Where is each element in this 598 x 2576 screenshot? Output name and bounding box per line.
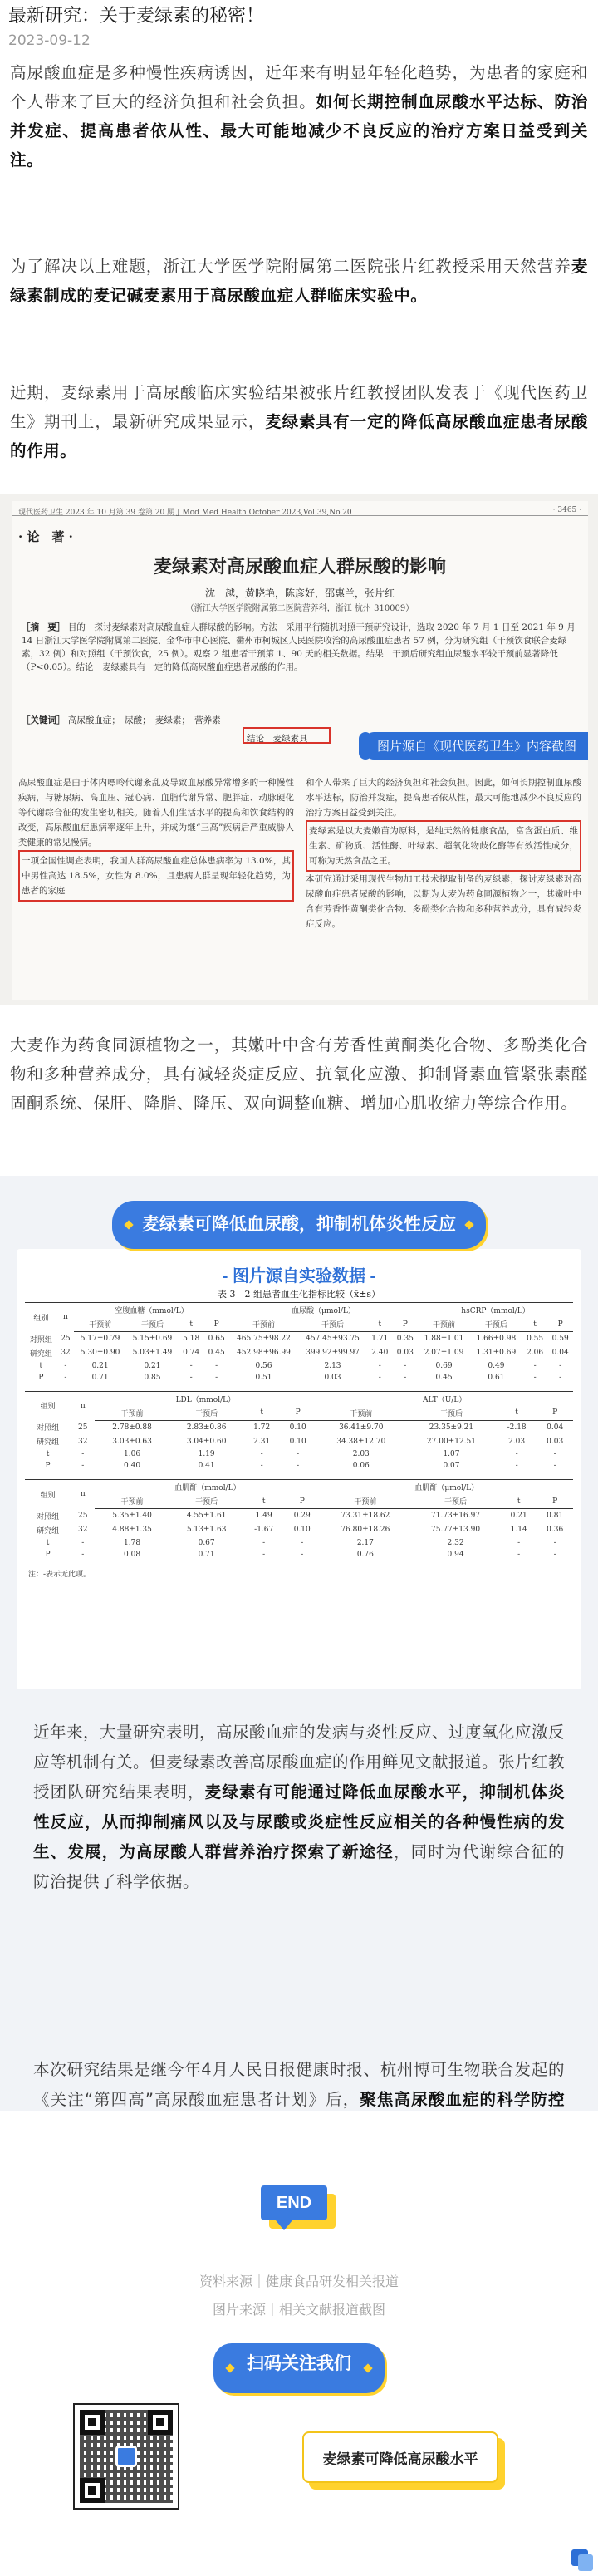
table-header-after: 干预后 xyxy=(406,1406,497,1421)
table-header-after: 干预后 xyxy=(169,1494,244,1509)
table-cell: 1.07 xyxy=(443,1450,460,1458)
table-row xyxy=(25,1434,573,1448)
table-cell: 0.08 xyxy=(95,1549,169,1561)
table-row xyxy=(25,1332,573,1346)
table-cell: 0.71 xyxy=(169,1549,244,1561)
table-cell: - xyxy=(57,1372,74,1384)
table-cell: 对照组 xyxy=(37,1512,60,1522)
lab-table-block xyxy=(25,1479,573,1561)
table-cell: - xyxy=(71,1549,95,1561)
table-row xyxy=(25,1420,573,1434)
table-cell: - xyxy=(64,1361,67,1370)
table-cell: - xyxy=(559,1361,562,1370)
table-cell: 0.03 xyxy=(396,1349,414,1357)
table-cell: - xyxy=(404,1361,407,1370)
table-cell: P xyxy=(25,1549,71,1561)
table-header-before: 干预前 xyxy=(418,1317,470,1332)
table-cell: 对照组 xyxy=(37,1424,60,1433)
table-cell: - xyxy=(81,1450,85,1458)
table-cell: 0.71 xyxy=(74,1372,126,1384)
qr-finder xyxy=(80,2478,105,2503)
table-cell: 34.38±12.70 xyxy=(336,1437,386,1446)
table-header-metric: 血肌酐（mmol/L） xyxy=(95,1480,320,1495)
table-cell: - xyxy=(537,1460,573,1472)
table-cell: 1.49 xyxy=(255,1512,272,1521)
table-cell: 0.10 xyxy=(289,1423,306,1432)
table-row xyxy=(25,1346,573,1360)
table-header-before: 干预前 xyxy=(95,1406,169,1421)
table-cell: - xyxy=(522,1372,548,1384)
table-cell: 457.45±93.75 xyxy=(306,1335,360,1344)
table-cell: 1.66±0.98 xyxy=(476,1335,517,1344)
table-cell: 0.10 xyxy=(289,1437,306,1446)
table-cell: 0.61 xyxy=(470,1372,522,1384)
table-header-p: P xyxy=(547,1317,573,1332)
table-cell: 0.67 xyxy=(198,1538,215,1547)
table-row xyxy=(25,1549,573,1561)
table-cell: 25 xyxy=(77,1512,88,1520)
table-cell: 452.98±96.99 xyxy=(237,1349,291,1357)
table-cell: - xyxy=(71,1460,95,1472)
table-header-after: 干预后 xyxy=(470,1317,522,1332)
table-header-before: 干预前 xyxy=(229,1317,298,1332)
table-cell: 2.17 xyxy=(356,1538,374,1547)
table-cell: 0.07 xyxy=(406,1460,497,1472)
table-note: 注：-表示无此项。 xyxy=(28,1570,91,1579)
qr-row xyxy=(0,2393,598,2543)
table-header-metric: hsCRP（mmol/L） xyxy=(418,1303,573,1318)
table-cell: 32 xyxy=(61,1349,71,1357)
table-cell: t xyxy=(39,1361,43,1370)
table-cell: 2.13 xyxy=(324,1361,341,1370)
table-cell: 0.65 xyxy=(208,1335,225,1344)
table-cell: P xyxy=(25,1460,71,1472)
barley-paragraph: 大麦作为药食同源植物之一，其嫩叶中含有芳香性黄酮类化合物、多酚类化合物和多种营养成分，具有减轻炎症反应、抗氧化应激、抑制肾素血管紧张素醛固酮系统、保肝、降脂、降压、双向调整血糖、增加心肌收缩力等综合作用。 xyxy=(10,1035,588,1113)
table-cell: - xyxy=(301,1538,304,1547)
table-cell: 2.06 xyxy=(527,1349,544,1357)
table-header-t: t xyxy=(179,1317,204,1332)
table-cell: 5.13±1.63 xyxy=(186,1526,227,1534)
table-header-before: 干预前 xyxy=(74,1317,126,1332)
table-header-t: t xyxy=(501,1494,537,1509)
table-header-after: 干预后 xyxy=(169,1406,244,1421)
table-cell: 5.30±0.90 xyxy=(80,1349,120,1357)
table-cell: -1.67 xyxy=(254,1526,274,1534)
table-cell: 27.00±12.51 xyxy=(426,1437,476,1446)
table-cell: - xyxy=(393,1372,419,1384)
table-cell: 0.59 xyxy=(551,1335,569,1344)
table-cell: 25 xyxy=(61,1335,71,1343)
lab-table-block xyxy=(25,1302,573,1384)
table-cell: - xyxy=(378,1361,381,1370)
table-cell: 399.92±99.97 xyxy=(306,1349,360,1357)
results-text: 近年来，大量研究表明，高尿酸血症的发病与炎性反应、过度氧化应激反应等机制有关。但麦绿素改善高尿酸血症的作用鲜见文献报道。张片红教授团队研究结果表明， xyxy=(33,1723,566,1802)
table-header-metric: 血肌酐（μmol/L） xyxy=(321,1480,574,1495)
table-cell: 1.19 xyxy=(198,1450,215,1458)
table-cell: - xyxy=(297,1450,300,1458)
table-cell: 4.88±1.35 xyxy=(112,1526,152,1534)
footer xyxy=(0,2111,598,2576)
article-title: 最新研究：关于麦绿素的秘密！ xyxy=(8,6,265,27)
intro-text: 高尿酸血症是多种慢性疾病诱因，近年来有明显年轻化趋势，为患者的家庭和个人带来了巨大的经济负担和社会负担。 xyxy=(10,63,588,111)
table-cell: 0.21 xyxy=(91,1361,109,1370)
data-card xyxy=(17,1249,581,1689)
table-cell: 5.18 xyxy=(183,1335,200,1344)
paper-col-text: 高尿酸血症是由于体内嘌呤代谢紊乱及导致血尿酸异常增多的一种慢性疾病，与糖尿病、高血压、冠心病、血脂代谢异常、肥胖症、动脉硬化等代谢综合征的发生密切相关。随着人们生活水平的提高和饮食结构的改变，高尿酸血症患病率逐年上升，并成为继“三高”疾病后严重威胁人类健康的常见慢病。 xyxy=(18,778,294,848)
table-cell: - xyxy=(537,1549,573,1561)
table-cell: 0.55 xyxy=(527,1335,544,1344)
table-header-p: P xyxy=(393,1317,419,1332)
table-cell: 36.41±9.70 xyxy=(339,1423,384,1432)
paper-screenshot xyxy=(0,494,598,1005)
paper-caption-badge: 图片源自《现代医药卫生》内容截图 xyxy=(365,732,588,760)
section-heading: 麦绿素可降低血尿酸，抑制机体炎性反应 xyxy=(142,1215,456,1234)
section-heading-pill xyxy=(112,1201,486,1249)
results-highlight: 聚焦高尿酸血症的科学防控 xyxy=(360,2090,565,2109)
references xyxy=(0,2269,598,2343)
keywords-text: 高尿酸血症； 尿酸； 麦绿素； 营养素 xyxy=(67,715,221,725)
table-row xyxy=(25,1448,573,1460)
data-source-label: - 图片源自实验数据 - xyxy=(222,1267,376,1286)
table-cell: -2.18 xyxy=(507,1423,527,1432)
table-header-after: 干预后 xyxy=(410,1494,501,1509)
table-header-group: 组别 xyxy=(25,1303,57,1332)
diamond-icon xyxy=(464,1220,473,1229)
table-header-t: t xyxy=(522,1317,548,1332)
section-heading-wrap xyxy=(17,1189,581,1249)
table-row xyxy=(25,1523,573,1537)
table-header-t: t xyxy=(497,1406,537,1421)
table-cell: - xyxy=(517,1538,521,1547)
table-cell: 2.83±0.86 xyxy=(186,1423,227,1432)
results-highlight: 麦绿素有可能通过降低血尿酸水平，抑制机体炎性反应，从而抑制痛风以及与尿酸或炎症性反应相关的各种慢性病的发生、发展，为高尿酸人群营养治疗探索了新途径 xyxy=(33,1782,565,1861)
intro-paragraph-1 xyxy=(0,58,598,212)
notice-card xyxy=(302,2431,505,2490)
table-header-p: P xyxy=(280,1406,316,1421)
paper-column-left xyxy=(18,775,294,991)
table-cell: 2.03 xyxy=(352,1450,370,1458)
table-header-t: t xyxy=(367,1317,393,1332)
table-header-t: t xyxy=(243,1406,280,1421)
table-cell: 0.45 xyxy=(208,1349,225,1357)
table-header-metric: 血尿酸（μmol/L） xyxy=(229,1303,418,1318)
table-cell: 5.35±1.40 xyxy=(112,1512,152,1521)
table-title: 表 3 2 组患者血生化指标比较（x̄±s） xyxy=(217,1289,381,1300)
table-cell: P xyxy=(25,1372,57,1384)
intro-text: 近期，麦绿素用于高尿酸临床实验结果被张片红教授团队发表于《现代医药卫生》期刊上，最新研究成果显示， xyxy=(10,383,588,431)
table-cell: 研究组 xyxy=(37,1526,60,1536)
table-header-p: P xyxy=(537,1406,573,1421)
intro-text: 为了解决以上难题，浙江大学医学院附属第二医院张片红教授采用天然营养 xyxy=(10,257,571,276)
paper-header-right: · 3465 · xyxy=(552,506,581,514)
table-header-p: P xyxy=(284,1494,321,1509)
table-cell: 1.88±1.01 xyxy=(424,1335,464,1344)
table-cell: 0.10 xyxy=(293,1526,311,1534)
table-cell: 5.17±0.79 xyxy=(80,1335,120,1344)
paper-category: · 论 著 · xyxy=(18,529,73,544)
end-label: END xyxy=(261,2185,327,2220)
table-cell: 0.21 xyxy=(144,1361,161,1370)
end-marker-wrap xyxy=(0,2111,598,2269)
qr-logo-icon xyxy=(115,2446,137,2467)
table-cell: - xyxy=(515,1450,518,1458)
table-cell: 0.06 xyxy=(316,1460,406,1472)
table-cell: 2.03 xyxy=(508,1437,526,1446)
table-cell: 研究组 xyxy=(29,1349,52,1359)
table-cell: t xyxy=(46,1538,50,1547)
qr-code-icon[interactable] xyxy=(73,2403,179,2510)
table-cell: 0.36 xyxy=(547,1526,564,1534)
diamond-icon xyxy=(225,2363,234,2372)
table-cell: - xyxy=(547,1372,573,1384)
intro-paragraph-2 xyxy=(0,212,598,370)
notice-text: 麦绿素可降低高尿酸水平 xyxy=(302,2431,498,2483)
paper-header-left: 现代医药卫生 2023 年 10 月第 39 卷第 20 期 J Mod Med Health October 2023,Vol.39,No.20 xyxy=(18,509,352,517)
lab-table xyxy=(25,1391,573,1473)
table-cell: - xyxy=(243,1549,284,1561)
table-cell: 0.45 xyxy=(418,1372,470,1384)
table-cell: - xyxy=(497,1460,537,1472)
table-row xyxy=(25,1537,573,1549)
conclusion-label: 结论 麦绿素具 xyxy=(247,734,308,744)
table-cell: 2.31 xyxy=(253,1437,271,1446)
table-row xyxy=(25,1460,573,1472)
table-cell: 75.77±13.90 xyxy=(431,1526,481,1534)
paper-authors: 沈 越，黄晓艳，陈彦好，邵惠兰，张片红 xyxy=(204,587,395,599)
table-cell: - xyxy=(260,1450,263,1458)
paper-body-columns xyxy=(18,775,581,991)
table-header-p: P xyxy=(203,1317,229,1332)
table-cell: 0.21 xyxy=(510,1512,527,1521)
table-cell: 25 xyxy=(77,1423,88,1432)
table-cell: 1.71 xyxy=(371,1335,389,1344)
table-cell: - xyxy=(243,1460,280,1472)
table-cell: 0.74 xyxy=(183,1349,200,1357)
table-header-t: t xyxy=(243,1494,284,1509)
abstract-text: 目的 探讨麦绿素对高尿酸血症人群尿酸的影响。方法 采用平行随机对照干预研究设计，选取 2020 年 7 月 1 日至 2021 年 9 月 14 日浙江大学医学院附属第二医院、金华市中心医院、衢州市柯城区人民医院收治的高尿酸血症患者 57 例，分为研究组（干预饮食联合麦绿素，32 例）和对照组（干预饮食，25 例）。观察 2 组患者干预第 1、90 天的相关数据。结果 干预后研究组血尿酸水平较干预前显著降低（P<0.05）。结论 麦绿素具有一定的降低高尿酸血症患者尿酸的作用。 xyxy=(22,622,576,672)
table-cell: 1.06 xyxy=(124,1450,141,1458)
table-header-before: 干预前 xyxy=(321,1494,411,1509)
table-header-p: P xyxy=(537,1494,573,1509)
table-cell: 5.03±1.49 xyxy=(132,1349,173,1357)
results-paragraph-1 xyxy=(17,1689,581,2047)
table-cell: 研究组 xyxy=(37,1438,60,1447)
table-cell: 1.14 xyxy=(510,1526,527,1534)
table-cell: 71.73±16.97 xyxy=(431,1512,481,1521)
table-cell: 0.40 xyxy=(95,1460,169,1472)
results-section xyxy=(0,1176,598,2111)
table-cell: 0.04 xyxy=(547,1423,564,1432)
table-header-n: n xyxy=(71,1391,95,1420)
intro-highlight: 麦绿素制成的麦记碱麦素用于高尿酸血症人群临床实验中。 xyxy=(10,257,588,305)
table-cell: 0.04 xyxy=(551,1349,569,1357)
table-header-before: 干预前 xyxy=(316,1406,406,1421)
table-cell: 0.41 xyxy=(169,1460,244,1472)
table-header-metric: ALT（U/L） xyxy=(316,1391,573,1406)
table-header-before: 干预前 xyxy=(95,1494,169,1509)
table-cell: - xyxy=(367,1372,393,1384)
table-cell: 5.15±0.69 xyxy=(132,1335,173,1344)
intro-highlight: 如何长期控制血尿酸水平达标、防治并发症、提高患者依从性、最大可能地减少不良反应的治疗方案日益受到关注。 xyxy=(10,92,588,170)
table-cell: 对照组 xyxy=(29,1335,52,1345)
follow-us-pill xyxy=(213,2343,385,2393)
table-cell: t xyxy=(46,1450,50,1458)
table-cell: 2.07±1.09 xyxy=(424,1349,464,1357)
table-row xyxy=(25,1509,573,1523)
lab-table-block xyxy=(25,1391,573,1473)
paper-page xyxy=(12,501,588,1000)
table-cell: - xyxy=(280,1460,316,1472)
table-cell: 1.31±0.69 xyxy=(476,1349,517,1357)
table-cell: 76.80±18.26 xyxy=(341,1526,390,1534)
table-header-group: 组别 xyxy=(25,1391,71,1420)
table-cell: - xyxy=(533,1361,537,1370)
table-cell: 4.55±1.61 xyxy=(186,1512,227,1521)
table-cell: 32 xyxy=(77,1526,88,1534)
table-cell: - xyxy=(553,1450,556,1458)
lab-table xyxy=(25,1479,573,1561)
paper-abstract xyxy=(12,621,588,714)
end-badge xyxy=(261,2185,337,2232)
table-header-group: 组别 xyxy=(25,1480,71,1509)
diamond-icon xyxy=(124,1220,133,1229)
table-cell: 23.35±9.21 xyxy=(429,1423,474,1432)
table-cell: 0.56 xyxy=(255,1361,272,1370)
table-row xyxy=(25,1360,573,1372)
follow-wrap xyxy=(0,2343,598,2393)
table-cell: - xyxy=(203,1372,229,1384)
intro-highlight: 麦绿素具有一定的降低高尿酸血症患者尿酸的作用。 xyxy=(10,412,588,460)
table-cell: 32 xyxy=(77,1437,88,1446)
paper-affiliation: （浙江大学医学院附属第二医院营养科，浙江 杭州 310009） xyxy=(185,604,414,613)
table-cell: - xyxy=(501,1549,537,1561)
table-cell: 1.72 xyxy=(253,1423,271,1432)
paper-col-text: 和个人带来了巨大的经济负担和社会负担。因此，如何长期控制血尿酸水平达标，防治并发症，提高患者依从性，最大可能地减少不良反应的治疗方案日益受到关注。 xyxy=(306,778,581,818)
paper-highlight-box-right: 麦绿素是以大麦嫩苗为原料，是纯天然的健康食品，富含蛋白质、维生素、矿物质、活性酶、叶绿素、超氧化物歧化酶等有效活性成分，可称为天然食品之王。 xyxy=(306,820,581,872)
table-cell: 0.81 xyxy=(547,1512,564,1521)
paper-col-text: 本研究通过采用现代生物加工技术提取制备的麦绿素，探讨麦绿素对高尿酸血症患者尿酸的影响，以期为大麦为药食同源植物之一，其嫩叶中含有芳香性黄酮类化合物、多酚类化合物和多种营养成分，具有减轻炎症反应。 xyxy=(306,874,581,929)
paper-highlight-box-left: 一项全国性调查表明，我国人群高尿酸血症总体患病率为 13.0%，其中男性高达 18.5%，女性为 8.0%，且患病人群呈现年轻化趋势，为患者的家庭 xyxy=(18,850,294,902)
conclusion-highlight-box xyxy=(243,727,331,744)
follow-label: 扫码关注我们 xyxy=(247,2354,351,2373)
table-cell: 0.94 xyxy=(410,1549,501,1561)
table-cell: 2.40 xyxy=(371,1349,389,1357)
table-cell: 0.69 xyxy=(435,1361,453,1370)
table-cell: 0.76 xyxy=(321,1549,411,1561)
table-header-after: 干预后 xyxy=(298,1317,367,1332)
table-cell: - xyxy=(81,1538,85,1547)
diamond-icon xyxy=(363,2363,372,2372)
intro-paragraph-3 xyxy=(0,370,598,494)
reference-line: 图片来源｜相关文献报道截图 xyxy=(212,2303,385,2318)
share-corner-icon[interactable] xyxy=(570,2544,595,2573)
paper-title: 麦绿素对高尿酸血症人群尿酸的影响 xyxy=(153,556,446,578)
table-header-after: 干预后 xyxy=(126,1317,179,1332)
table-cell: 0.35 xyxy=(396,1335,414,1344)
table-header-metric: LDL（mmol/L） xyxy=(95,1391,316,1406)
reference-line: 资料来源｜健康食品研发相关报道 xyxy=(199,2275,399,2289)
table-header-metric: 空腹血糖（mmol/L） xyxy=(74,1303,229,1318)
table-cell: 3.04±0.60 xyxy=(186,1437,227,1446)
table-cell: 0.29 xyxy=(293,1512,311,1521)
abstract-label: ［摘 要］ xyxy=(22,622,66,632)
table-row xyxy=(25,1372,573,1384)
table-cell: 0.51 xyxy=(229,1372,298,1384)
table-cell: - xyxy=(284,1549,321,1561)
paper-column-right xyxy=(306,775,581,991)
table-cell: - xyxy=(553,1538,556,1547)
lab-tables xyxy=(25,1302,573,1561)
table-cell: 2.78±0.88 xyxy=(112,1423,152,1432)
table-cell: 0.49 xyxy=(488,1361,505,1370)
qr-finder xyxy=(80,2410,105,2435)
table-cell: 0.03 xyxy=(547,1437,564,1446)
table-cell: - xyxy=(179,1372,204,1384)
table-header-n: n xyxy=(71,1480,95,1509)
results-text: 本次研究结果是继今年4月人民日报健康时报、杭州博可生物联合发起的《关注“第四高”高尿酸血症患者计划》后， xyxy=(33,2060,565,2109)
results-text: ，同时为代谢综合征的防治提供了科学依据。 xyxy=(33,1842,565,1891)
keywords-label: ［关键词］ xyxy=(22,715,66,725)
lab-table xyxy=(25,1302,573,1384)
table-cell: 0.85 xyxy=(126,1372,179,1384)
table-cell: 0.03 xyxy=(298,1372,367,1384)
table-cell: 2.32 xyxy=(447,1538,464,1547)
table-header-n: n xyxy=(57,1303,74,1332)
table-cell: 465.75±98.22 xyxy=(237,1335,291,1344)
table-cell: 1.78 xyxy=(124,1538,141,1547)
table-cell: - xyxy=(262,1538,266,1547)
article-header xyxy=(0,0,598,58)
table-cell: - xyxy=(215,1361,218,1370)
table-cell: 3.03±0.63 xyxy=(112,1437,152,1446)
table-cell: 73.31±18.62 xyxy=(341,1512,390,1521)
article-date: 2023-09-12 xyxy=(8,32,91,49)
paper-running-header xyxy=(12,501,588,516)
table-cell: - xyxy=(189,1361,193,1370)
qr-finder xyxy=(148,2410,173,2435)
